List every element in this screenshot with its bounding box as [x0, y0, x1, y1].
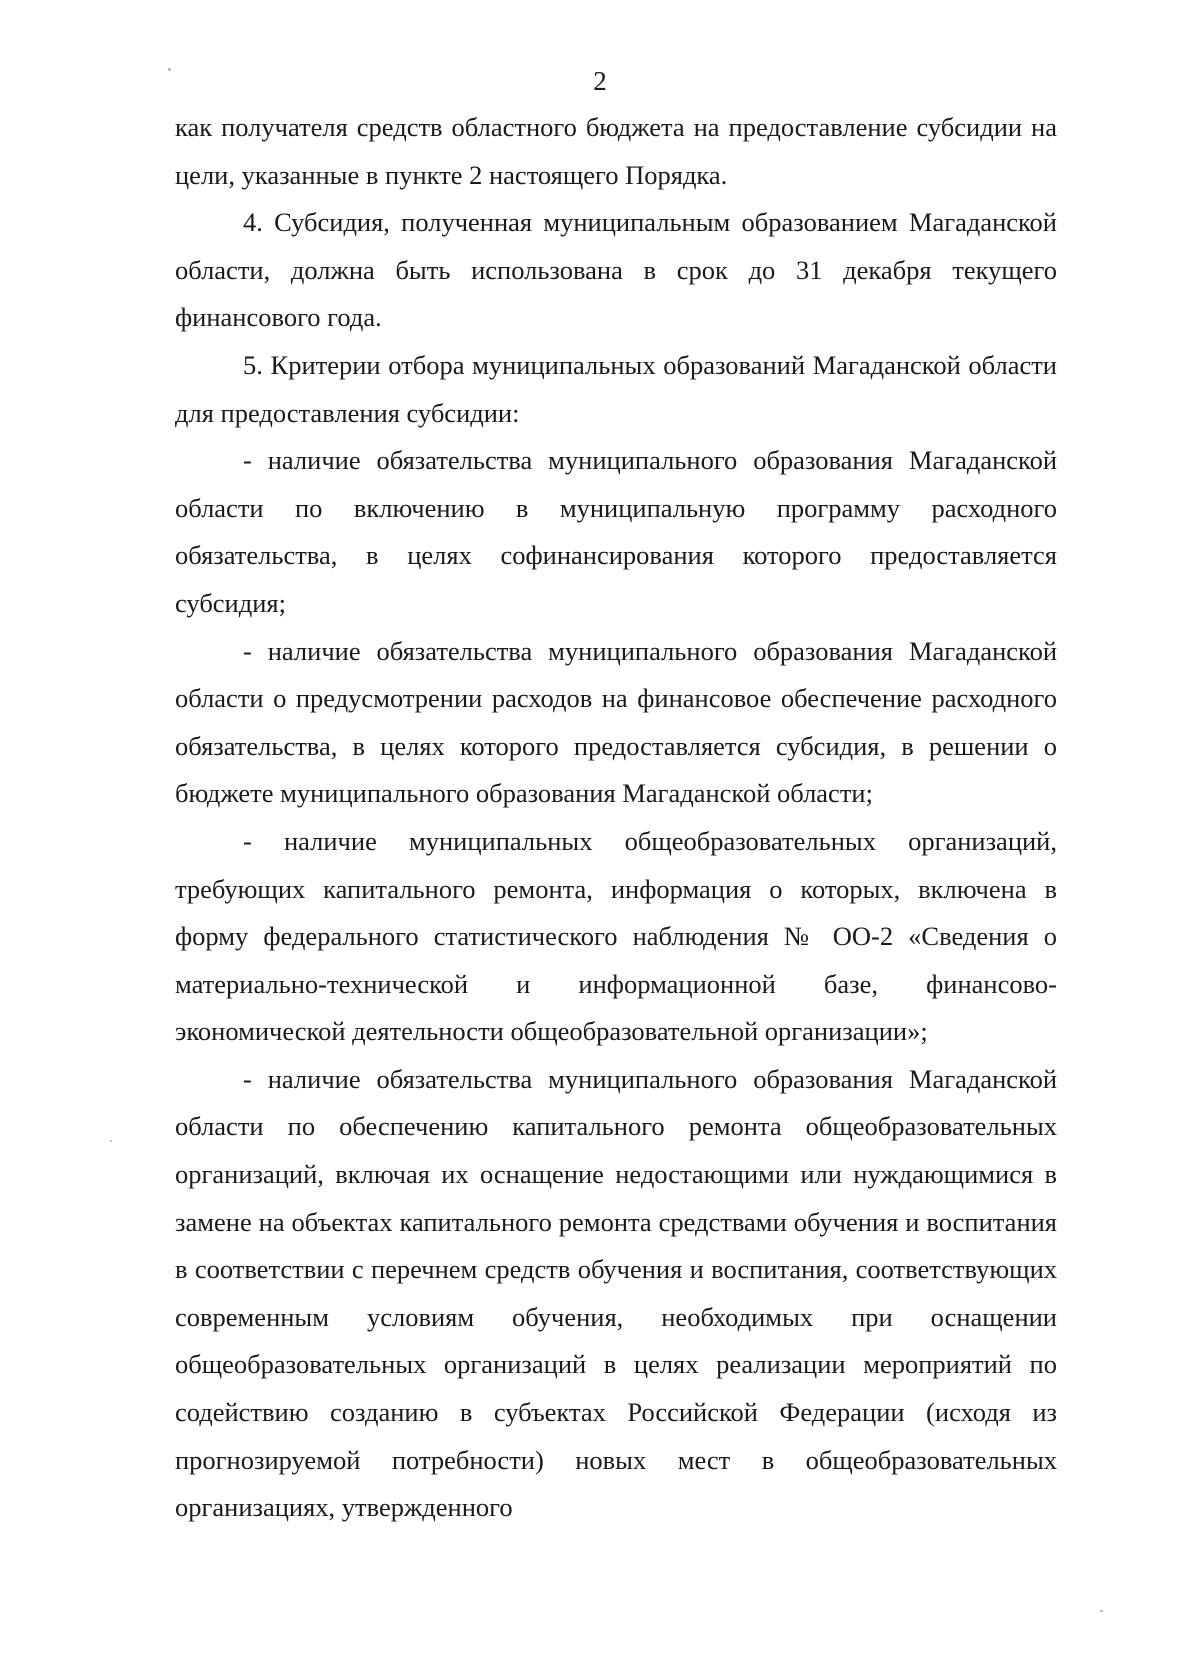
page-number: 2 — [593, 66, 607, 96]
criterion-2: - наличие обязательства муниципального образования Магаданской области о предусмотрении расходов на финансовое обеспечение расходного обязательства, в целях которого предоставляется субсидия, в решении о бюджете муниципального образования Магаданской области; — [175, 635, 1057, 809]
paragraph-continuation: как получателя средств областного бюджета на предоставление субсидии на цели, указанные в пункте 2 настоящего Порядка. — [175, 112, 1057, 190]
criterion-3: - наличие муниципальных общеобразовательных организаций, требующих капитального ремонта, информация о которых, включена в форму федерального статистического наблюдения № ОО-2 «Сведения о материально-технической и информационной базе, финансово-экономической деятельности общеобразовательной организации»; — [175, 825, 1057, 1047]
scan-speck — [110, 1140, 112, 1142]
paragraph-item-4: 4. Субсидия, полученная муниципальным образованием Магаданской области, должна быть использована в срок до 31 декабря текущего финансового года. — [175, 207, 1057, 333]
paragraph-item-5: 5. Критерии отбора муниципальных образований Магаданской области для предоставления субсидии: — [175, 349, 1057, 428]
criterion-4: - наличие обязательства муниципального образования Магаданской области по обеспечению капитального ремонта общеобразовательных организаций, включая их оснащение недостающими или нуждающимися в замене на объектах капитального ремонта средствами обучения и воспитания в соответствии с перечнем средств обучения и воспитания, соответствующих современным условиям обучения, необходимых при оснащении общеобразовательных организаций в целях реализации мероприятий по содействию созданию в субъектах Российской Федерации (исходя из прогнозируемой потребности) новых мест в общеобразовательных организациях, утвержденного — [175, 1063, 1057, 1523]
criterion-1: - наличие обязательства муниципального образования Магаданской области по включению в муниципальную программу расходного обязательства, в целях софинансирования которого предоставляется субсидия; — [175, 445, 1057, 618]
scan-speck — [1100, 1610, 1103, 1612]
document-body — [175, 104, 1057, 1532]
